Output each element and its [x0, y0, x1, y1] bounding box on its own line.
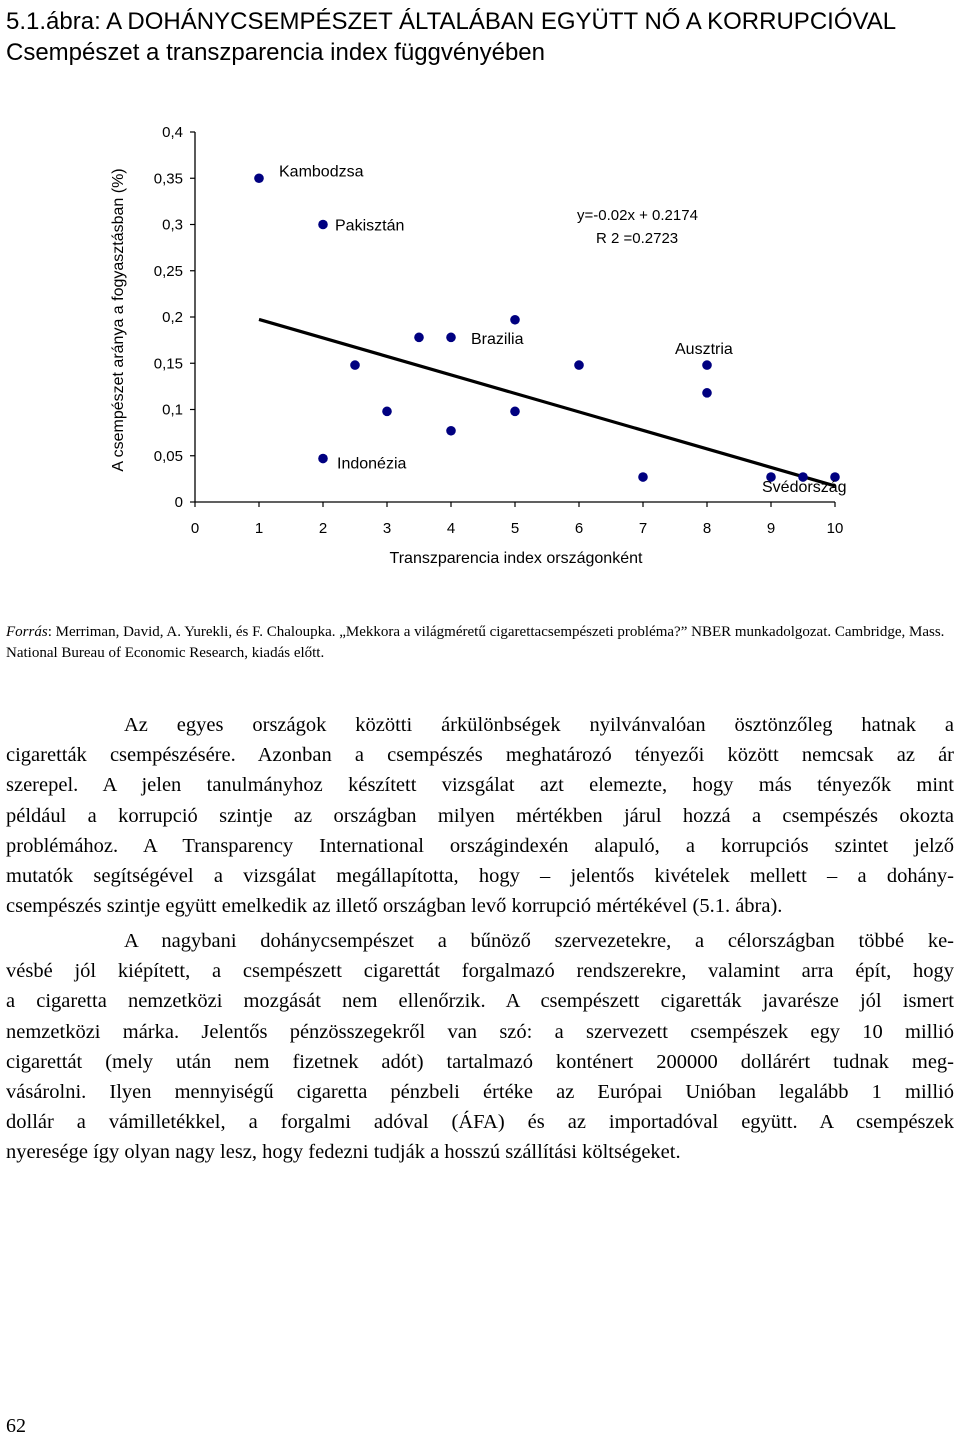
paragraph-2-line: vásárolni. Ilyen mennyiségű cigaretta pénzbeli értéke az Európai Unióban legalább 1 millió: [6, 1081, 954, 1104]
y-tick-label: 0: [174, 494, 183, 511]
data-point: [446, 426, 456, 436]
page-number: 62: [6, 1415, 26, 1437]
data-point: [446, 333, 456, 343]
x-tick-label: 3: [382, 520, 392, 537]
data-point: [510, 407, 520, 417]
paragraph-2-line: A nagybani dohánycsempészet a bűnöző szervezetekre, a célországban többé ke-: [124, 930, 954, 952]
paragraph-2-line: nyeresége így olyan nagy lesz, hogy fedezni tudják a hosszú szállítási költségeket.: [6, 1141, 681, 1164]
scatter-chart: [0, 110, 960, 580]
trendline-r2: R 2 =0.2723: [596, 230, 679, 247]
data-point: [350, 360, 360, 370]
point-labels: [279, 163, 847, 496]
data-point: [414, 333, 424, 343]
paragraph-2-line: cigarettát (mely után nem fizetnek adót) tartalmazó konténert 200000 dollárért tudnak meg-: [6, 1050, 954, 1073]
figure-title-line-1: 5.1.ábra: A DOHÁNYCSEMPÉSZET ÁLTALÁBAN EGYÜTT NŐ A KORRUPCIÓVAL: [6, 8, 897, 35]
paragraph-1-line: szerepel. A jelen tanulmányhoz készített vizsgálat azt elemezte, hogy más tényezők mint: [6, 774, 954, 797]
figure-title: [6, 6, 896, 68]
y-tick-label: 0,15: [153, 355, 183, 373]
point-label: Brazilia: [471, 330, 524, 348]
point-label: Kambodzsa: [279, 163, 364, 181]
point-label: Indonézia: [337, 455, 407, 473]
x-tick-label: 2: [318, 520, 328, 537]
trendline-equation: y=-0.02x + 0.2174: [577, 207, 698, 224]
paragraph-2-line: nemzetközi márka. Jelentős pénzösszegekről van szó: a szervezett csempészek egy 10 millió: [6, 1020, 954, 1043]
data-point: [254, 173, 264, 183]
paragraph-1-line: problémához. A Transparency International országindexén alapuló, a korrupciós szintet jelző: [6, 834, 954, 857]
data-point: [318, 454, 328, 464]
y-tick-label: 0,35: [153, 170, 183, 188]
paragraph-1-line: például a korrupció szintje az országban milyen mértékben járul hozzá a csempészés okozta: [6, 804, 954, 827]
y-tick-label: 0,4: [162, 124, 183, 141]
data-point: [702, 360, 712, 370]
x-axis-label: Transzparencia index országonként: [389, 550, 643, 567]
point-label: Pakisztán: [335, 217, 405, 235]
x-tick-label: 6: [574, 520, 584, 537]
x-tick-label: 10: [826, 520, 844, 537]
data-point: [510, 315, 520, 325]
x-tick-label: 9: [766, 520, 776, 537]
x-tick-label: 5: [510, 520, 520, 537]
x-tick-label: 8: [702, 520, 712, 537]
y-tick-label: 0,3: [162, 216, 183, 234]
data-point: [382, 407, 392, 417]
y-axis-label: A csempészet aránya a fogyasztásban (%): [110, 168, 127, 472]
paragraph-1-line: cigaretták csempészésére. Azonban a csempészés meghatározó tényezői között nemcsak az ár: [6, 744, 954, 767]
figure-title-line-2: Csempészet a transzparencia index függvényében: [6, 39, 545, 66]
x-tick-label: 1: [254, 520, 264, 537]
data-point: [638, 472, 648, 482]
source-note: [6, 622, 954, 664]
data-point: [574, 360, 584, 370]
x-tick-label: 0: [190, 520, 200, 537]
x-tick-label: 7: [638, 520, 648, 537]
paragraph-1-line: mutatók segítségével a vizsgálat megállapította, hogy – jelentős kivételek mellett – a dohány-: [6, 865, 954, 888]
data-point: [318, 220, 328, 230]
y-tick-label: 0,25: [153, 262, 183, 280]
paragraph-2-line: dollár a vámilletékkel, a forgalmi adóval (ÁFA) és az importadóval együtt. A csempészek: [6, 1111, 954, 1134]
paragraph-1: [6, 710, 954, 921]
x-tick-label: 4: [446, 520, 456, 537]
source-text: : Merriman, David, A. Yurekli, és F. Chaloupka. „Mekkora a világméretű cigarettacsempészeti probléma?” NBER munkadolgozat. Cambridge, Mass. National Bureau of Economic Research, kiadás előtt.: [6, 624, 945, 661]
data-point: [702, 388, 712, 398]
y-tick-label: 0,05: [153, 447, 183, 465]
point-label: Ausztria: [675, 341, 733, 359]
paragraph-1-line: csempészés szintje együtt emelkedik az illető országban levő korrupció mértékével (5.1. ábra).: [6, 895, 783, 918]
source-label: Forrás: [6, 624, 48, 640]
paragraph-2-line: a cigaretta nemzetközi mozgását nem ellenőrzik. A csempészett cigaretták javarésze jól ismert: [6, 990, 954, 1013]
paragraph-2: [6, 926, 954, 1168]
y-tick-label: 0,2: [162, 309, 183, 326]
paragraph-2-line: vésbé jól kiépített, a csempészett cigarettát forgalmazó rendszerekre, valamint arra épít, hogy: [6, 960, 954, 983]
y-tick-label: 0,1: [162, 401, 183, 419]
paragraph-1-line: Az egyes országok közötti árkülönbségek nyilvánvalóan ösztönzőleg hatnak a: [124, 714, 954, 736]
point-label: Svédország: [762, 479, 847, 497]
